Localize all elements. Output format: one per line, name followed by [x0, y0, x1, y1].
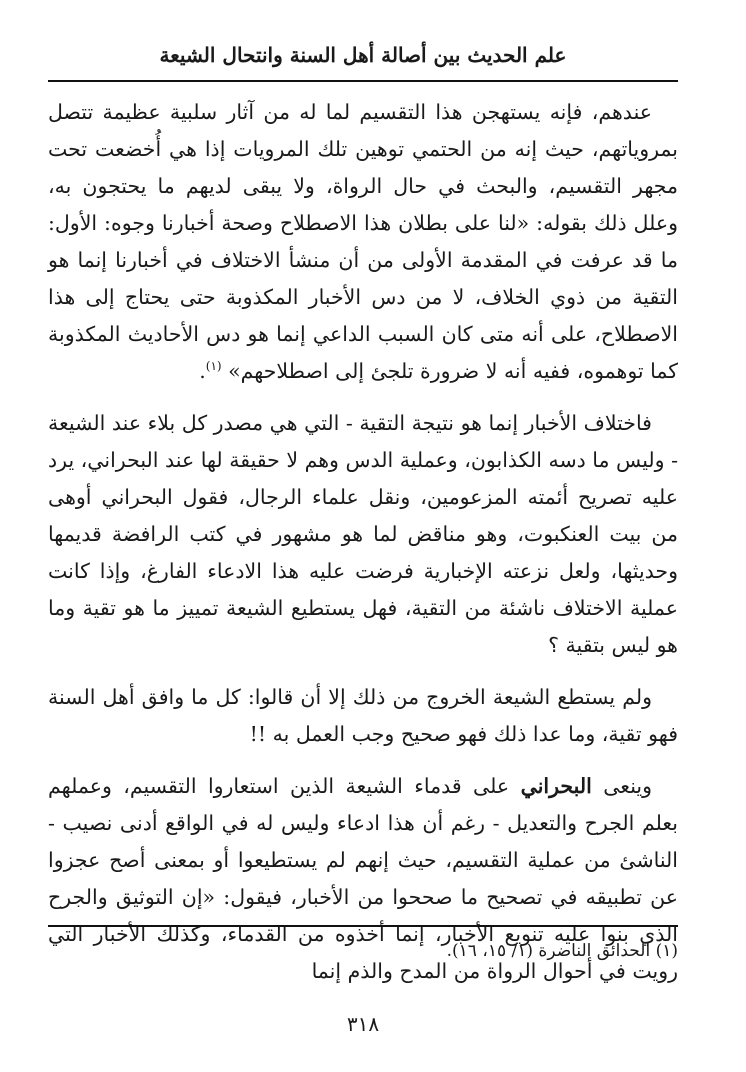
- paragraph-1: [48, 94, 678, 390]
- footnote-rule: [48, 925, 678, 927]
- paragraph-1-text: عندهم، فإنه يستهجن هذا التقسيم لما له من آثار سلبية عظيمة تتصل بمروياتهم، حيث إنه من الحتمي توهين تلك المرويات إذا هي أُخضعت تحت مجهر التقسيم، والبحث في حال الرواة، ولا يبقى لديهم ما يحتجون به، وعلل ذلك بقوله: «لنا على بطلان هذا الاصطلاح وصحة أخبارنا وجوه: الأول: ما قد عرفت في المقدمة الأولى من أن منشأ الاختلاف في أخبارنا إنما هو التقية من ذوي الخلاف، لا من دس الأخبار المكذوبة حتى يحتاج إلى هذا الاصطلاح، على أنه متى كان السبب الداعي إنما هو دس الأحاديث المكذوبة كما توهموه، ففيه أنه لا ضرورة تلجئ إلى اصطلاحهم»: [48, 100, 678, 383]
- page-number: ٣١٨: [346, 1012, 380, 1036]
- footnote: (١) الحدائق الناضرة (١/ ١٥، ١٦).: [446, 941, 678, 961]
- header-rule: [48, 80, 678, 82]
- paragraph-4-text: على قدماء الشيعة الذين استعاروا التقسيم، وعملهم بعلم الجرح والتعديل - رغم أن هذا ادعاء وليس له في الواقع أدنى نصيب - الناشئ من عملية التقسيم، حيث إنهم لم يستطيعوا أو بمعنى أصح عجزوا عن تطبيقه في تصحيح ما صححوا من الأخبار، فيقول: «إن التوثيق والجرح الذي بنوا عليه تنويع الأخبار، إنما أخذوه من القدماء، وكذلك الأخبار التي رويت في أحوال الرواة من المدح والذم إنما: [48, 774, 678, 983]
- paragraph-4-lead: وينعى: [603, 774, 652, 798]
- paragraph-2: [48, 405, 678, 664]
- paragraph-3: [48, 679, 678, 753]
- paragraph-3-text: ولم يستطع الشيعة الخروج من ذلك إلا أن قالوا: كل ما وافق أهل السنة فهو تقية، وما عدا ذلك فهو صحيح وجب العمل به !!: [48, 685, 678, 746]
- emphasized-name: البحراني: [520, 774, 592, 798]
- footnote-reference: (١): [205, 359, 222, 374]
- paragraph-1-end: .: [199, 359, 206, 383]
- paragraph-2-text: فاختلاف الأخبار إنما هو نتيجة التقية - التي هي مصدر كل بلاء عند الشيعة - وليس ما دسه الكذابون، وعملية الدس وهم لا حقيقة لها عند البحراني، يرد عليه تصريح أئمته المزعومين، ونقل علماء الرجال، فقول البحراني أوهى من بيت العنكبوت، وهو مناقض لما هو مشهور في كتب الرافضة قديمها وحديثها، ولعل نزعته الإخبارية فرضت عليه هذا الادعاء الفارغ، وإذا كانت عملية الاختلاف ناشئة من التقية، فهل يستطيع الشيعة تمييز ما هو تقية وما هو ليس بتقية ؟: [48, 411, 678, 657]
- running-header: علم الحديث بين أصالة أهل السنة وانتحال الشيعة: [159, 43, 567, 67]
- body-text: [48, 94, 678, 990]
